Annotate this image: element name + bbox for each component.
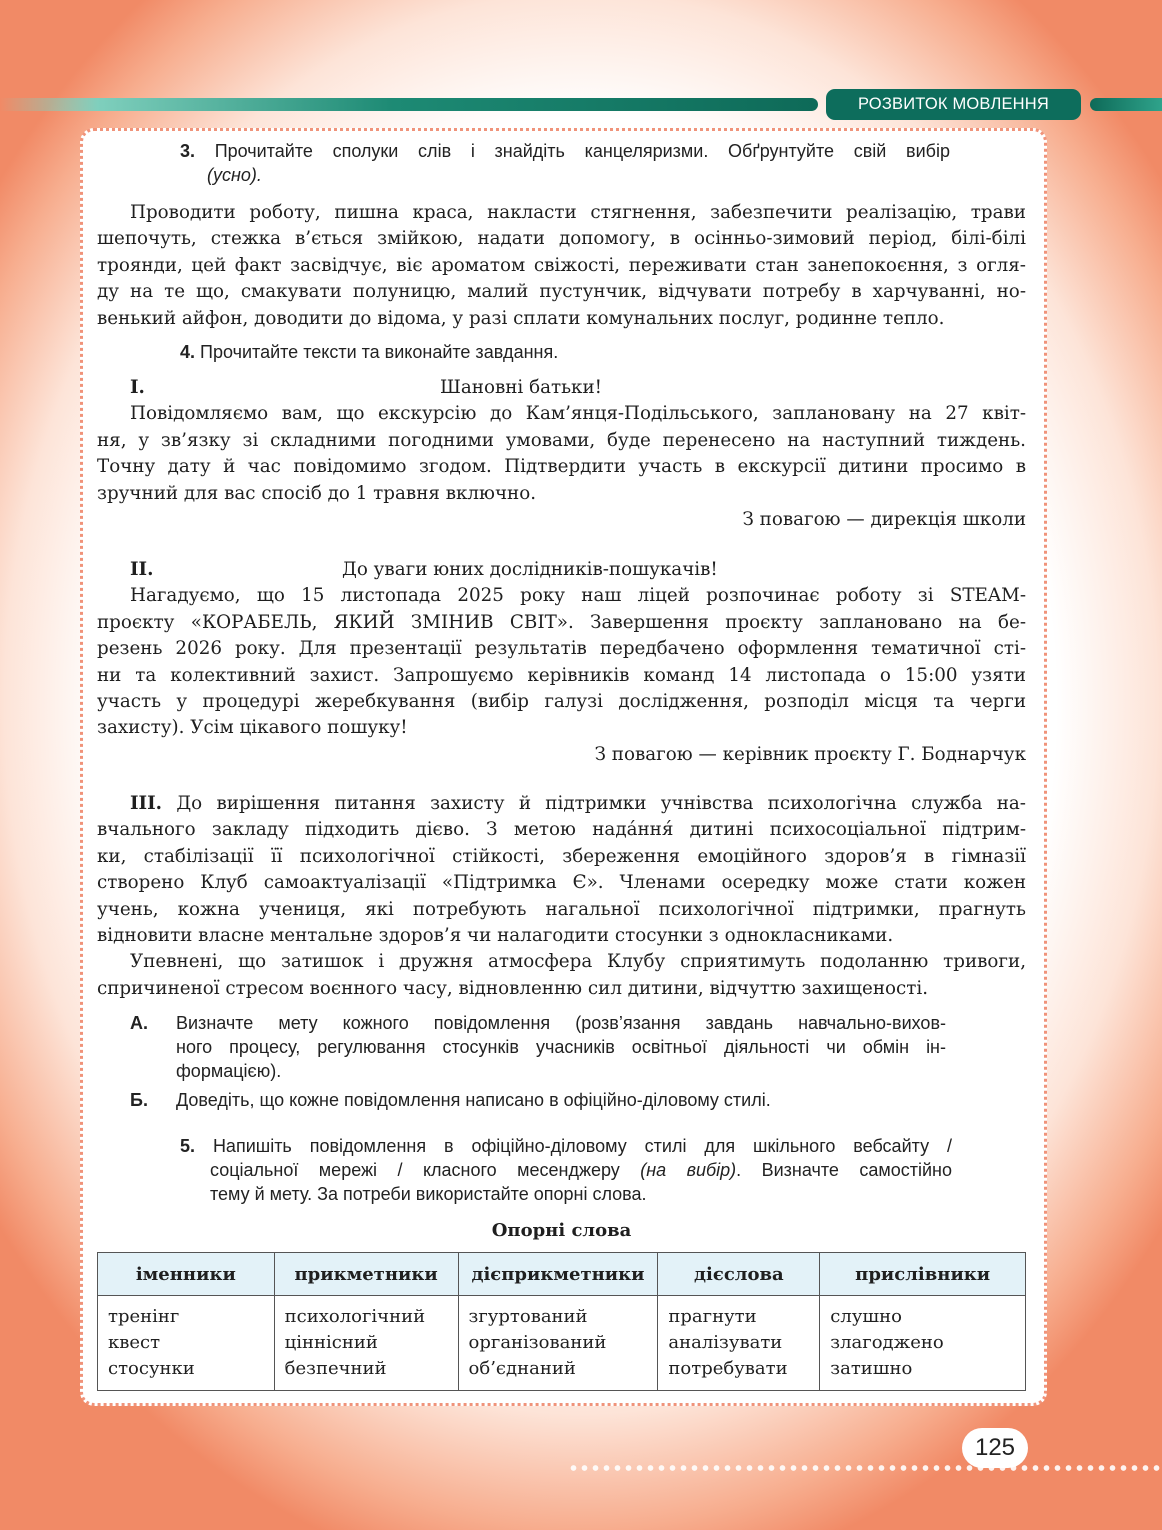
text3-line: спричиненої стресом воєнного часу, відновленню сил дитини, відчуттю захищеності. <box>97 977 929 999</box>
subtask-a-line: Визначте мету кожного повідомлення (розв’язання завдань навчально-вихов- <box>176 1013 946 1033</box>
task5-line2-end: . Визначте самостійно <box>736 1160 952 1180</box>
table-word: тренінг <box>108 1306 180 1327</box>
text2-line: захисту). Усім цікавого пошуку! <box>97 717 408 739</box>
task3-body-line: шепочуть, стежка в’ється змійкою, надати допомогу, в осінньо-зимовий період, білі-білі <box>97 228 1026 250</box>
table-cell <box>274 1296 458 1391</box>
text3-line: ки, стабілізації її психологічної стійкості, збереження емоційного здоров’я в гімназії <box>97 845 1026 867</box>
task4-number: 4. <box>180 342 196 362</box>
task3-line2: (усно). <box>207 165 262 185</box>
table-header: дієприкметники <box>458 1253 658 1296</box>
table-cell <box>98 1296 275 1391</box>
subtask-a-line: формацією). <box>176 1061 282 1081</box>
task5-line2: соціальної мережі / класного месенджеру <box>210 1160 641 1180</box>
subtask-b-letter: Б. <box>130 1090 148 1110</box>
table-word: потребувати <box>668 1358 788 1379</box>
text1-line: Повідомляємо вам, що екскурсію до Кам’янця-Подільського, заплановану на 27 квіт- <box>130 403 1026 425</box>
table-word: квест <box>108 1332 161 1353</box>
table-word: об’єднаний <box>468 1358 576 1379</box>
text2 <box>97 557 1026 768</box>
text2-numeral: II. <box>130 559 154 580</box>
table-word: згуртований <box>468 1306 588 1327</box>
text2-line: участь у процедурі жеребкування (вибір галузі дослідження, розподіл місця та черги <box>97 691 1026 713</box>
table-cell <box>458 1296 658 1391</box>
task5-number: 5. <box>180 1136 196 1156</box>
task5-line1: Напишіть повідомлення в офіційно-діловому стилі для шкільного вебсайту / <box>212 1136 952 1156</box>
task3-body-line: Проводити роботу, пишна краса, накласти стягнення, забезпечити реалізацію, трави <box>130 202 1026 223</box>
task3-line1: Прочитайте сполуки слів і знайдіть канцеляризми. Обґрунтуйте свій вибір <box>214 141 950 161</box>
header-stripe <box>0 98 818 111</box>
text3-line: учень, кожна учениця, які потребують нагальної психологічної підтримки, прагнуть <box>97 898 1026 920</box>
text2-line: проєкту «КОРАБЕЛЬ, ЯКИЙ ЗМІНИВ СВІТ». Завершення проєкту заплановано на бе- <box>97 611 1026 633</box>
table-word: стосунки <box>108 1358 195 1379</box>
task5-instruction <box>180 1134 952 1206</box>
text3-line: створено Клуб самоактуалізації «Підтримка Є». Членами осередку може стати кожен <box>97 872 1026 894</box>
subtask-a-line: ного процесу, регулювання стосунків учасників освітньої діяльності чи обмін ін- <box>176 1037 946 1057</box>
table-word: організований <box>468 1332 607 1353</box>
table-word: психологічний <box>284 1306 426 1327</box>
reference-words-table <box>97 1252 1026 1391</box>
header-stripe-right <box>1090 98 1162 111</box>
text1-line: Точну дату й час повідомимо згодом. Підтвердити участь в екскурсії дитини просимо в <box>97 456 1026 478</box>
task3-body-line: ду на те що, смакувати полуницю, малий пустунчик, відчувати потребу в харчуванні, но- <box>97 281 1026 303</box>
task5-line2-em: (на вибір) <box>640 1160 737 1180</box>
table-header: іменники <box>98 1253 275 1296</box>
text1-signature: З повагою — дирекція школи <box>742 509 1026 531</box>
text2-heading: До уваги юних дослідників-пошукачів! <box>342 559 718 580</box>
text3-numeral: III. <box>130 793 163 814</box>
text3-line: Упевнені, що затишок і дружня атмосфера Клубу сприятимуть подоланню тривоги, <box>130 951 1026 973</box>
table-header: прислівники <box>820 1253 1026 1296</box>
table-word: злагоджено <box>830 1332 944 1353</box>
table-cell <box>820 1296 1026 1391</box>
subtask-b <box>130 1088 950 1112</box>
text2-line: ни та колективний захист. Запрошуємо керівників команд 14 листопада о 15:00 узяти <box>97 664 1026 686</box>
text3-line: відновити власне ментальне здоров’я чи налагодити стосунки з однокласниками. <box>97 925 894 947</box>
footer-dots <box>568 1464 1162 1472</box>
task4-instruction <box>180 340 960 364</box>
task3-body-line: венький айфон, доводити до відома, у разі сплати комунальних послуг, родинне тепло. <box>97 307 945 329</box>
subtask-a-letter: А. <box>130 1013 148 1033</box>
table-word: аналізувати <box>668 1332 783 1353</box>
table-word: безпечний <box>284 1358 387 1379</box>
task3-body-line: троянди, цей факт засвідчує, віє ароматом свіжості, переживати стан занепокоєння, з огля- <box>97 254 1026 276</box>
text3 <box>97 791 1026 1002</box>
section-label: РОЗВИТОК МОВЛЕННЯ <box>826 89 1081 120</box>
table-row <box>98 1296 1026 1391</box>
table-word: прагнути <box>668 1306 757 1327</box>
table-word: ціннісний <box>284 1332 378 1353</box>
table-word: затишно <box>830 1358 913 1379</box>
task4-text: Прочитайте тексти та виконайте завдання. <box>200 342 559 362</box>
text2-signature: З повагою — керівник проєкту Г. Боднарчук <box>594 743 1026 765</box>
text1-heading: Шановні батьки! <box>440 377 603 398</box>
text1 <box>97 375 1026 533</box>
table-word: слушно <box>830 1306 902 1327</box>
text1-line: ня, у зв’язку зі складними погодними умовами, буде перенесено на наступний тиждень. <box>97 429 1026 451</box>
table-cell <box>658 1296 820 1391</box>
task5-line3: тему й мету. За потреби використайте опорні слова. <box>210 1184 647 1204</box>
text3-line: До вирішення питання захисту й підтримки учнівства психологічна служба на- <box>162 793 1026 814</box>
subtask-b-text: Доведіть, що кожне повідомлення написано в офіційно-діловому стилі. <box>176 1090 771 1110</box>
table-header: прикметники <box>274 1253 458 1296</box>
subtask-a <box>130 1011 950 1083</box>
task3-instruction <box>180 139 950 187</box>
text2-line: Нагадуємо, що 15 листопада 2025 року наш ліцей розпочинає роботу зі STEAM- <box>130 585 1026 607</box>
text3-line: вчального закладу підходить дієво. З метою нада́ння́ дитині психосоціальної підтрим- <box>97 819 1026 841</box>
table-header-row <box>98 1253 1026 1296</box>
text2-line: резень 2026 року. Для презентації результатів передбачено оформлення тематичної сті- <box>97 638 1026 660</box>
task3-number: 3. <box>180 141 196 161</box>
table-header: дієслова <box>658 1253 820 1296</box>
task3-body <box>97 200 1026 332</box>
text1-numeral: I. <box>130 377 145 398</box>
page-number: 125 <box>962 1428 1028 1468</box>
text1-line: зручний для вас спосіб до 1 травня включно. <box>97 482 537 504</box>
table-title: Опорні слова <box>491 1220 632 1241</box>
